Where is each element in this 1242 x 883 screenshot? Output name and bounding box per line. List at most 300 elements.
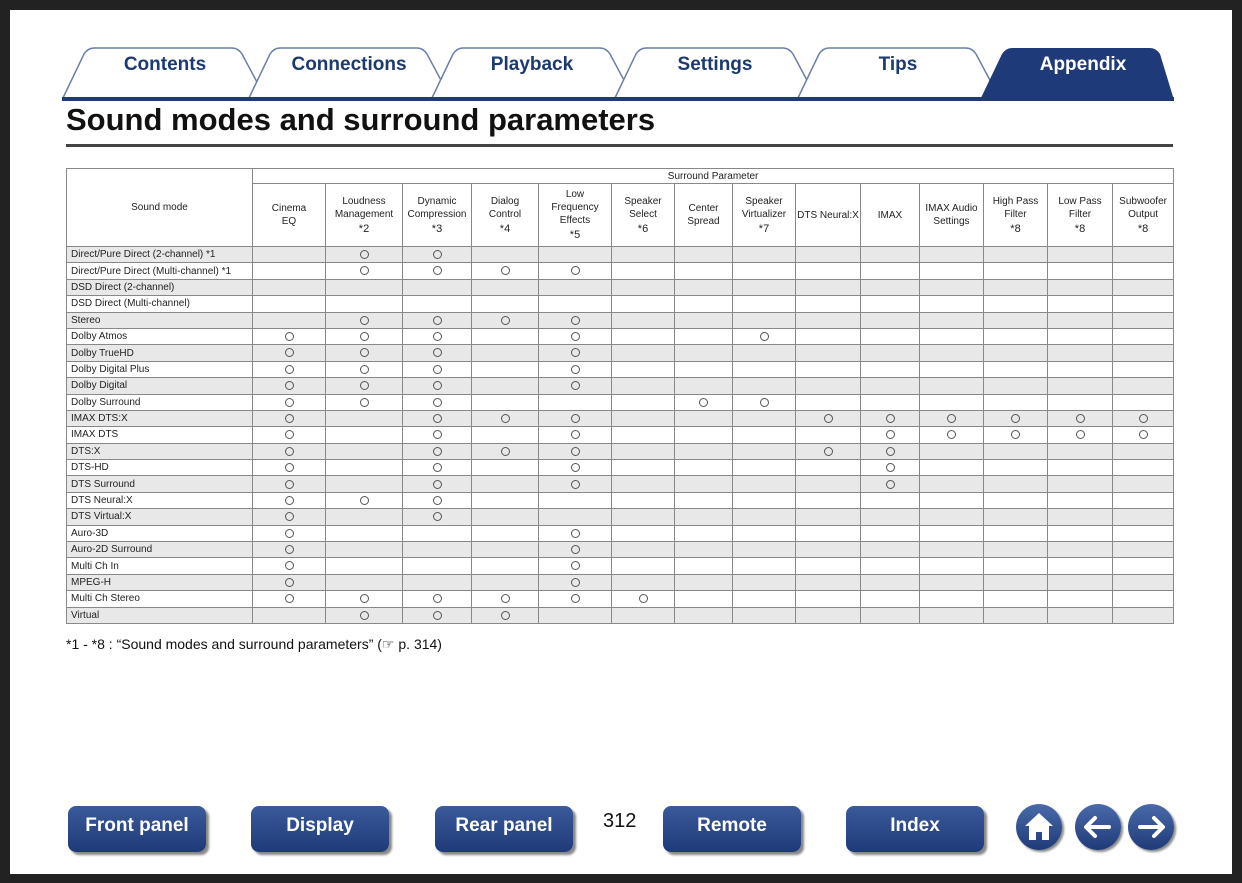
parameter-cell [861, 410, 920, 426]
column-footnote-ref: *2 [358, 222, 370, 235]
parameter-cell [861, 361, 920, 377]
parameter-cell [1113, 607, 1174, 623]
table-row [67, 247, 1174, 263]
column-header-line: Low Pass [1058, 195, 1102, 207]
available-circle-icon [285, 414, 294, 423]
sound-mode-label: DSD Direct (Multi-channel) [67, 296, 253, 312]
parameter-cell [1048, 345, 1113, 361]
available-circle-icon [571, 594, 580, 603]
parameter-cell [1048, 542, 1113, 558]
index-button[interactable]: Index [846, 806, 984, 852]
parameter-cell [326, 443, 403, 459]
rear-panel-button[interactable]: Rear panel [435, 806, 573, 852]
table-row [67, 328, 1174, 344]
parameter-cell [326, 525, 403, 541]
parameter-cell [472, 492, 539, 508]
parameter-cell [796, 492, 861, 508]
available-circle-icon [501, 611, 510, 620]
parameter-cell [1048, 525, 1113, 541]
parameter-cell [675, 509, 733, 525]
available-circle-icon [886, 430, 895, 439]
parameter-cell [472, 394, 539, 410]
parameter-cell [675, 247, 733, 263]
sound-mode-label: DSD Direct (2-channel) [67, 279, 253, 295]
parameter-cell [675, 460, 733, 476]
parameter-cell [675, 574, 733, 590]
parameter-cell [472, 525, 539, 541]
column-header [472, 184, 539, 247]
table-row [67, 378, 1174, 394]
sound-mode-label: Direct/Pure Direct (Multi-channel) *1 [67, 263, 253, 279]
parameter-cell [326, 492, 403, 508]
parameter-cell [1113, 378, 1174, 394]
parameter-cell [253, 312, 326, 328]
parameter-cell [920, 492, 984, 508]
table-row [67, 410, 1174, 426]
parameter-cell [612, 410, 675, 426]
parameter-cell [920, 542, 984, 558]
available-circle-icon [571, 348, 580, 357]
available-circle-icon [433, 594, 442, 603]
parameter-cell [675, 378, 733, 394]
column-footnote-ref: *8 [1010, 222, 1021, 235]
parameter-cell [733, 558, 796, 574]
available-circle-icon [571, 430, 580, 439]
parameter-cell [796, 525, 861, 541]
back-button[interactable] [1075, 804, 1121, 850]
parameter-cell [1048, 607, 1113, 623]
parameter-cell [253, 509, 326, 525]
sound-mode-label: DTS Neural:X [67, 492, 253, 508]
column-footnote-ref: *8 [1074, 222, 1086, 235]
parameter-cell [326, 542, 403, 558]
sound-mode-label: IMAX DTS:X [67, 410, 253, 426]
sound-mode-label: Dolby Surround [67, 394, 253, 410]
column-header-line: Select [629, 208, 657, 220]
parameter-cell [796, 312, 861, 328]
available-circle-icon [285, 447, 294, 456]
parameter-cell [539, 476, 612, 492]
available-circle-icon [285, 529, 294, 538]
available-circle-icon [433, 348, 442, 357]
parameter-cell [326, 378, 403, 394]
available-circle-icon [571, 414, 580, 423]
parameter-cell [403, 542, 472, 558]
parameter-cell [675, 591, 733, 607]
parameter-cell [403, 607, 472, 623]
table-row [67, 460, 1174, 476]
available-circle-icon [501, 447, 510, 456]
parameter-cell [326, 263, 403, 279]
available-circle-icon [360, 381, 369, 390]
column-footnote-ref: *4 [499, 222, 511, 235]
sound-mode-label: DTS Surround [67, 476, 253, 492]
parameter-cell [796, 509, 861, 525]
parameter-cell [675, 443, 733, 459]
parameter-cell [675, 476, 733, 492]
available-circle-icon [1011, 430, 1020, 439]
parameter-cell [984, 542, 1048, 558]
parameter-cell [984, 492, 1048, 508]
parameter-cell [403, 574, 472, 590]
parameter-cell [326, 476, 403, 492]
tab-contents[interactable]: Contents [123, 54, 207, 75]
parameter-cell [1048, 296, 1113, 312]
parameter-cell [733, 361, 796, 377]
parameter-cell [1113, 460, 1174, 476]
column-header-line: Speaker [624, 195, 662, 207]
available-circle-icon [433, 250, 442, 259]
column-footnote-ref: *5 [569, 229, 581, 241]
parameter-cell [920, 247, 984, 263]
parameter-cell [861, 247, 920, 263]
parameter-cell [539, 427, 612, 443]
parameter-cell [612, 328, 675, 344]
parameter-cell [1113, 591, 1174, 607]
tab-tips[interactable]: Tips [878, 54, 918, 75]
parameter-cell [539, 443, 612, 459]
parameter-cell [861, 525, 920, 541]
table-row [67, 263, 1174, 279]
parameter-cell [472, 410, 539, 426]
column-header-line: Frequency [551, 202, 599, 213]
parameter-cell [326, 574, 403, 590]
parameter-cell [861, 443, 920, 459]
parameter-cell [796, 296, 861, 312]
parameter-cell [920, 427, 984, 443]
front-panel-button[interactable]: Front panel [68, 806, 206, 852]
parameter-cell [539, 279, 612, 295]
tab-playback[interactable]: Playback [490, 54, 574, 75]
parameter-cell [675, 263, 733, 279]
forward-button[interactable] [1128, 804, 1174, 850]
home-button[interactable] [1016, 804, 1062, 850]
available-circle-icon [285, 398, 294, 407]
parameter-cell [733, 542, 796, 558]
parameter-cell [539, 296, 612, 312]
column-header [796, 184, 861, 247]
parameter-cell [326, 361, 403, 377]
parameter-cell [403, 492, 472, 508]
column-footnote-ref: *8 [1137, 222, 1149, 235]
column-header-line: Settings [933, 216, 970, 227]
available-circle-icon [571, 561, 580, 570]
parameter-cell [733, 378, 796, 394]
parameter-cell [984, 443, 1048, 459]
parameter-cell [796, 558, 861, 574]
sound-mode-label: Virtual [67, 607, 253, 623]
parameter-cell [403, 410, 472, 426]
sound-mode-label: Direct/Pure Direct (2-channel) *1 [67, 247, 253, 263]
column-header [733, 184, 796, 247]
parameter-cell [539, 247, 612, 263]
column-header [984, 184, 1048, 247]
table-row [67, 427, 1174, 443]
available-circle-icon [886, 480, 895, 489]
parameter-cell [253, 247, 326, 263]
available-circle-icon [433, 316, 442, 325]
parameter-cell [796, 328, 861, 344]
parameter-cell [984, 263, 1048, 279]
sound-mode-label: IMAX DTS [67, 427, 253, 443]
available-circle-icon [501, 594, 510, 603]
parameter-cell [1113, 492, 1174, 508]
parameter-cell [796, 476, 861, 492]
parameter-cell [253, 427, 326, 443]
column-header [920, 184, 984, 247]
available-circle-icon [360, 250, 369, 259]
parameter-cell [796, 378, 861, 394]
parameter-cell [403, 378, 472, 394]
parameter-cell [733, 574, 796, 590]
column-header-line: Dynamic [417, 195, 457, 207]
parameter-cell [326, 247, 403, 263]
parameter-cell [1113, 558, 1174, 574]
parameter-cell [675, 279, 733, 295]
available-circle-icon [360, 398, 369, 407]
parameter-cell [472, 378, 539, 394]
parameter-cell [1113, 443, 1174, 459]
sound-mode-label: Multi Ch Stereo [67, 591, 253, 607]
parameter-cell [1113, 509, 1174, 525]
parameter-cell [1113, 263, 1174, 279]
parameter-cell [796, 542, 861, 558]
parameter-cell [920, 279, 984, 295]
parameter-cell [253, 296, 326, 312]
parameter-cell [472, 607, 539, 623]
parameter-cell [472, 312, 539, 328]
column-header-line: IMAX [877, 209, 903, 221]
parameter-cell [1048, 263, 1113, 279]
available-circle-icon [571, 545, 580, 554]
parameter-cell [539, 328, 612, 344]
parameter-cell [326, 460, 403, 476]
available-circle-icon [285, 480, 294, 489]
home-icon [1016, 804, 1062, 850]
parameter-cell [1113, 328, 1174, 344]
available-circle-icon [760, 398, 769, 407]
parameter-cell [612, 525, 675, 541]
available-circle-icon [433, 463, 442, 472]
available-circle-icon [360, 496, 369, 505]
available-circle-icon [433, 365, 442, 374]
parameter-cell [984, 574, 1048, 590]
column-header-line: Low [565, 189, 585, 200]
parameter-cell [675, 361, 733, 377]
available-circle-icon [285, 545, 294, 554]
display-button[interactable]: Display [251, 806, 389, 852]
available-circle-icon [433, 611, 442, 620]
parameter-cell [861, 558, 920, 574]
parameter-cell [472, 345, 539, 361]
parameter-cell [733, 427, 796, 443]
parameter-cell [1048, 558, 1113, 574]
tab-settings[interactable]: Settings [677, 54, 753, 75]
arrow-left-icon [1075, 804, 1121, 850]
available-circle-icon [285, 578, 294, 587]
parameter-cell [1048, 328, 1113, 344]
parameter-cell [472, 279, 539, 295]
parameter-cell [612, 361, 675, 377]
parameter-cell [675, 607, 733, 623]
parameter-cell [733, 492, 796, 508]
parameter-cell [539, 525, 612, 541]
table-row [67, 279, 1174, 295]
parameter-cell [675, 558, 733, 574]
available-circle-icon [360, 365, 369, 374]
parameter-cell [984, 361, 1048, 377]
parameter-cell [1048, 492, 1113, 508]
column-header-line: Dialog [490, 195, 520, 207]
available-circle-icon [285, 512, 294, 521]
column-header-line: Filter [1004, 208, 1027, 220]
parameter-cell [472, 361, 539, 377]
parameter-cell [984, 509, 1048, 525]
column-header-line: Subwoofer [1119, 195, 1167, 207]
parameter-cell [920, 607, 984, 623]
available-circle-icon [760, 332, 769, 341]
parameter-cell [539, 460, 612, 476]
tab-connections[interactable]: Connections [291, 54, 407, 75]
parameter-cell [253, 361, 326, 377]
parameter-cell [253, 345, 326, 361]
available-circle-icon [1139, 414, 1148, 423]
parameter-cell [861, 378, 920, 394]
parameter-cell [1048, 443, 1113, 459]
parameter-cell [539, 558, 612, 574]
tab-appendix[interactable]: Appendix [1039, 54, 1127, 75]
column-header [539, 184, 612, 247]
parameter-cell [796, 460, 861, 476]
parameter-cell [539, 410, 612, 426]
parameter-cell [1113, 476, 1174, 492]
parameter-cell [1113, 296, 1174, 312]
page-title: Sound modes and surround parameters [66, 102, 656, 137]
column-footnote-ref: *3 [431, 222, 443, 235]
table-row [67, 558, 1174, 574]
parameter-cell [472, 558, 539, 574]
available-circle-icon [571, 529, 580, 538]
table-row [67, 591, 1174, 607]
parameter-cell [403, 394, 472, 410]
parameter-cell [253, 410, 326, 426]
parameter-cell [1048, 591, 1113, 607]
parameter-cell [403, 361, 472, 377]
parameter-cell [733, 607, 796, 623]
parameter-cell [612, 476, 675, 492]
parameter-cell [539, 394, 612, 410]
parameter-cell [612, 378, 675, 394]
parameter-cell [612, 345, 675, 361]
sound-mode-label: Dolby Digital Plus [67, 361, 253, 377]
column-header-line: Management [334, 208, 394, 220]
parameter-cell [920, 443, 984, 459]
sound-mode-label: MPEG-H [67, 574, 253, 590]
parameter-cell [253, 263, 326, 279]
column-header-line: Spread [687, 216, 720, 227]
parameter-cell [472, 460, 539, 476]
parameter-cell [675, 542, 733, 558]
table-row [67, 574, 1174, 590]
parameter-cell [612, 312, 675, 328]
column-header-line: Cinema [271, 203, 307, 214]
parameter-cell [675, 427, 733, 443]
parameter-cell [1048, 247, 1113, 263]
parameter-cell [253, 394, 326, 410]
parameter-cell [539, 361, 612, 377]
parameter-cell [984, 607, 1048, 623]
parameter-cell [920, 460, 984, 476]
available-circle-icon [501, 414, 510, 423]
available-circle-icon [571, 447, 580, 456]
parameter-cell [733, 460, 796, 476]
available-circle-icon [360, 332, 369, 341]
parameter-cell [796, 574, 861, 590]
parameter-cell [984, 525, 1048, 541]
parameter-cell [612, 427, 675, 443]
parameter-cell [472, 296, 539, 312]
parameter-cell [1113, 394, 1174, 410]
available-circle-icon [360, 316, 369, 325]
parameter-cell [403, 476, 472, 492]
available-circle-icon [824, 414, 833, 423]
parameter-cell [733, 279, 796, 295]
parameter-cell [539, 607, 612, 623]
available-circle-icon [433, 381, 442, 390]
available-circle-icon [501, 266, 510, 275]
parameter-cell [326, 558, 403, 574]
available-circle-icon [1139, 430, 1148, 439]
parameter-cell [612, 607, 675, 623]
parameter-cell [612, 394, 675, 410]
parameter-cell [253, 558, 326, 574]
title-divider [66, 144, 1173, 147]
parameter-cell [796, 345, 861, 361]
table-row [67, 607, 1174, 623]
parameter-cell [984, 558, 1048, 574]
column-header [612, 184, 675, 247]
parameter-cell [539, 263, 612, 279]
parameter-cell [326, 607, 403, 623]
available-circle-icon [947, 430, 956, 439]
parameter-cell [1113, 247, 1174, 263]
parameter-cell [920, 263, 984, 279]
parameter-cell [326, 410, 403, 426]
parameter-cell [472, 591, 539, 607]
parameter-cell [1048, 361, 1113, 377]
parameter-cell [539, 378, 612, 394]
parameter-cell [920, 296, 984, 312]
parameter-cell [539, 542, 612, 558]
column-header-line: Filter [1068, 208, 1092, 220]
parameter-cell [861, 492, 920, 508]
parameter-cell [472, 247, 539, 263]
parameter-cell [920, 394, 984, 410]
parameter-cell [920, 378, 984, 394]
parameter-cell [861, 509, 920, 525]
available-circle-icon [947, 414, 956, 423]
parameter-cell [539, 509, 612, 525]
parameter-cell [326, 345, 403, 361]
parameter-cell [403, 525, 472, 541]
sound-mode-label: Auro-2D Surround [67, 542, 253, 558]
parameter-cell [920, 574, 984, 590]
remote-button[interactable]: Remote [663, 806, 801, 852]
column-header [1048, 184, 1113, 247]
parameter-cell [1113, 410, 1174, 426]
available-circle-icon [501, 316, 510, 325]
parameter-cell [920, 312, 984, 328]
